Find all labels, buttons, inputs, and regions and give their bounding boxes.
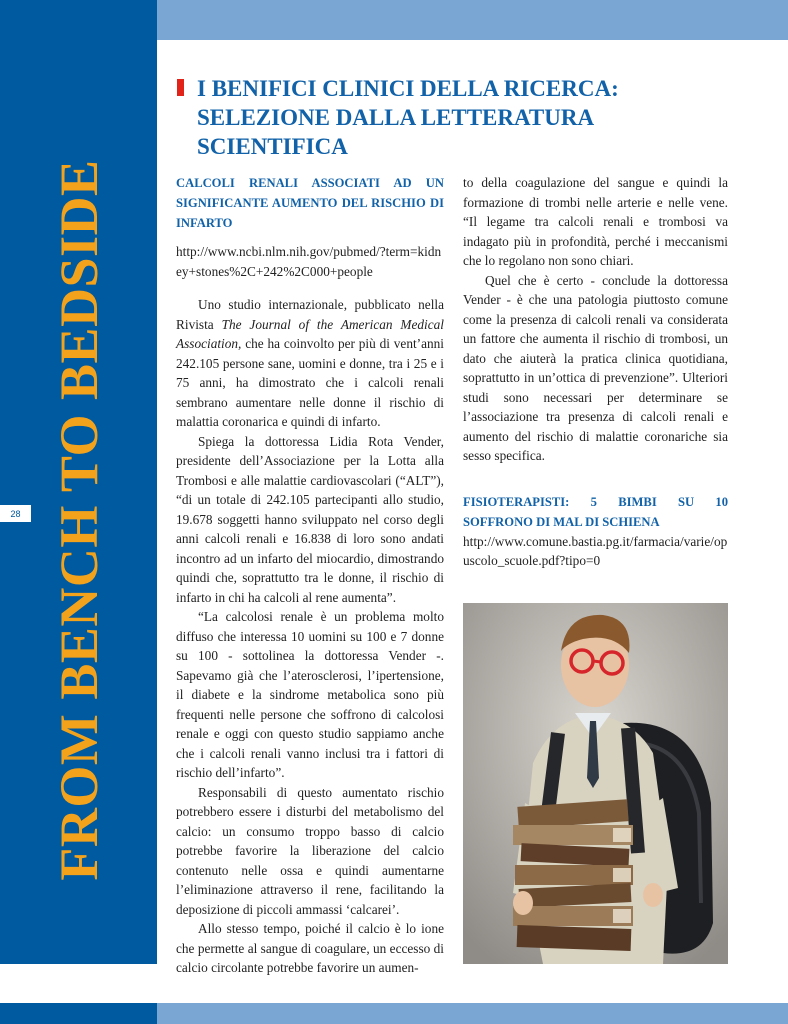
article-url-bastia[interactable]: http://www.comune.bastia.pg.it/farmacia/varie/opuscolo_scuole.pdf?tipo=0 — [463, 533, 728, 568]
main-heading: I BENIFICI CLINICI DELLA RICERCA: SELEZIONE DALLA LETTERATURA SCIENTIFICA — [197, 76, 619, 159]
photo-boy-with-books — [463, 603, 728, 964]
page-number: 28 — [0, 505, 31, 522]
bottom-band-dark — [0, 1003, 157, 1024]
paragraph-calcio-start: Allo stesso tempo, poiché il calcio è lo ione che permette al sangue di coagulare, un eccesso di calcio circolante potrebbe favorire un aumen- — [176, 921, 444, 975]
column-left — [176, 173, 444, 978]
paragraph-intro: Uno studio internazionale, pubblicato nella Rivista The Journal of the American Medical Association, che ha coinvolto per più di vent’anni 242.105 persone sane, uomini e donne, tra i 25 e i 75 anni, ha dimostrato che i calcoli renali sembrano aumentare nelle donne il rischio di malattia coronarica e quindi di infarto. — [176, 297, 444, 429]
heading-marker — [177, 79, 184, 96]
bottom-band-light — [157, 1003, 788, 1024]
paragraph-metabolismo: Responsabili di questo aumentato rischio potrebbero essere i disturbi del metabolismo del calcio: un consumo troppo basso di calcio potrebbe favorire la liberazione del calcio contenuto nelle ossa e quindi aumentarne l’eliminazione attraverso il rene, facilitando la deposizione di piccoli ammassi ‘calcarei’. — [176, 784, 444, 917]
paragraph-calcolosi: “La calcolosi renale è un problema molto diffuso che interessa 10 uomini su 100 e 7 donne su 100 - sottolinea la dottoressa Vender -. Sapevamo già che l’aterosclerosi, l’ipertensione, il diabete e la sindrome metabolica sono più frequenti nelle persone che soffrono di calcolosi renale e oggi con questo studio sappiamo anche che i calcoli renali vanno inclusi tra i fattori di rischio dell’infarto”. — [176, 609, 444, 780]
column-right — [463, 173, 728, 585]
section-title-vertical: FROM BENCH TO BEDSIDE — [49, 159, 109, 881]
paragraph-conclusion: Quel che è certo - conclude la dottoressa Vender - è che una patologia piuttosto comune come la presenza di calcoli renali va considerata un fattore che aumenta il rischio di trombosi, un dato che aiuterà la pratica clinica quotidiana, soprattutto in un’ottica di prevenzione”. Ulteriori studi sono necessari per determinare se l’associazione tra presenza di calcoli renali e aumento del rischio di malattie coronariche sia sesso specifica. — [463, 272, 728, 463]
paragraph-quote-vender: Spiega la dottoressa Lidia Rota Vender, presidente dell’Associazione per la Lotta alla Trombosi e alle malattie cardiovascolari (“ALT”), “di un totale di 242.105 partecipanti allo studio, 19.678 soggetti hanno sviluppato nel corso degli anni calcoli renali e 16.838 di loro sono andati incontro ad un infarto del miocardio, dimostrando quindi che, soprattutto tra le donne, il rischio di infarto in chi ha calcoli al rene aumenta”. — [176, 433, 444, 605]
paragraph-calcio-cont: to della coagulazione del sangue e quindi la formazione di trombi nelle arterie e nelle vene. “Il legame tra calcoli renali e trombosi va indagato più in profondità, perché i meccanismi che lo regolano non sono chiari. — [463, 175, 728, 268]
top-band-light — [157, 0, 788, 40]
article-title-fisioterapisti: FISIOTERAPISTI: 5 BIMBI SU 10 SOFFRONO DI MAL DI SCHIENA — [463, 494, 728, 529]
top-band-dark — [0, 0, 157, 40]
article-title-kidney-stones: CALCOLI RENALI ASSOCIATI AD UN SIGNIFICANTE AUMENTO DEL RISCHIO DI INFARTO — [176, 176, 444, 230]
article-url-pubmed[interactable]: http://www.ncbi.nlm.nih.gov/pubmed/?term=kidney+stones%2C+242%2C000+people — [176, 244, 442, 279]
journal-name: The Journal of the American Medical Association, — [176, 316, 444, 351]
